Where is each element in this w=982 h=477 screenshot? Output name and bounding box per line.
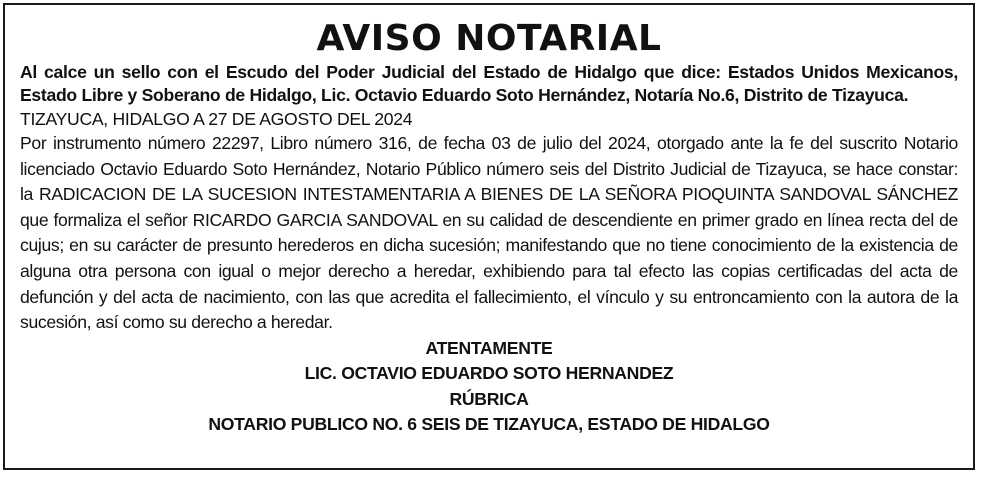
notice-frame xyxy=(3,3,975,470)
notice-title: AVISO NOTARIAL xyxy=(316,18,662,59)
closing-text: ATENTAMENTE xyxy=(425,337,553,358)
notice-body: Por instrumento número 22297, Libro número 316, de fecha 03 de julio del 2024, otorgado ante la fe del suscrito Notario licenciado Octavio Eduardo Soto Hernández, Notario Público número seis del Distrito Judicial de Tizayuca, se hace constar: la RADICACION DE LA SUCESION INTESTAMENTARIA A BIENES DE LA SEÑORA PIOQUINTA SANDOVAL SÁNCHEZ que formaliza el señor RICARDO GARCIA SANDOVAL en su calidad de descendiente en primer grado en línea recta del de cujus; en su carácter de presunto herederos en dicha sucesión; manifestando que no tiene conocimiento de la existencia de alguna otra persona con igual o mejor derecho a heredar, exhibiendo para tal efecto las copias certificadas del acta de defunción y del acta de nacimiento, con las que acredita el fallecimiento, el vínculo y su entroncamiento con la autora de la sucesión, así como su derecho a heredar. xyxy=(20,133,958,333)
notary-office: NOTARIO PUBLICO NO. 6 SEIS DE TIZAYUCA, ESTADO DE HIDALGO xyxy=(208,414,770,435)
place-date: TIZAYUCA, HIDALGO A 27 DE AGOSTO DEL 2024 xyxy=(20,109,413,129)
signer-name: LIC. OCTAVIO EDUARDO SOTO HERNANDEZ xyxy=(304,363,674,384)
seal-description: Al calce un sello con el Escudo del Poder Judicial del Estado de Hidalgo que dice: Estados Unidos Mexicanos, Estado Libre y Soberano de Hidalgo, Lic. Octavio Eduardo Soto Hernández, Notaría No.6, Distrito de Tizayuca. xyxy=(20,62,958,105)
signature-label: RÚBRICA xyxy=(449,388,529,409)
